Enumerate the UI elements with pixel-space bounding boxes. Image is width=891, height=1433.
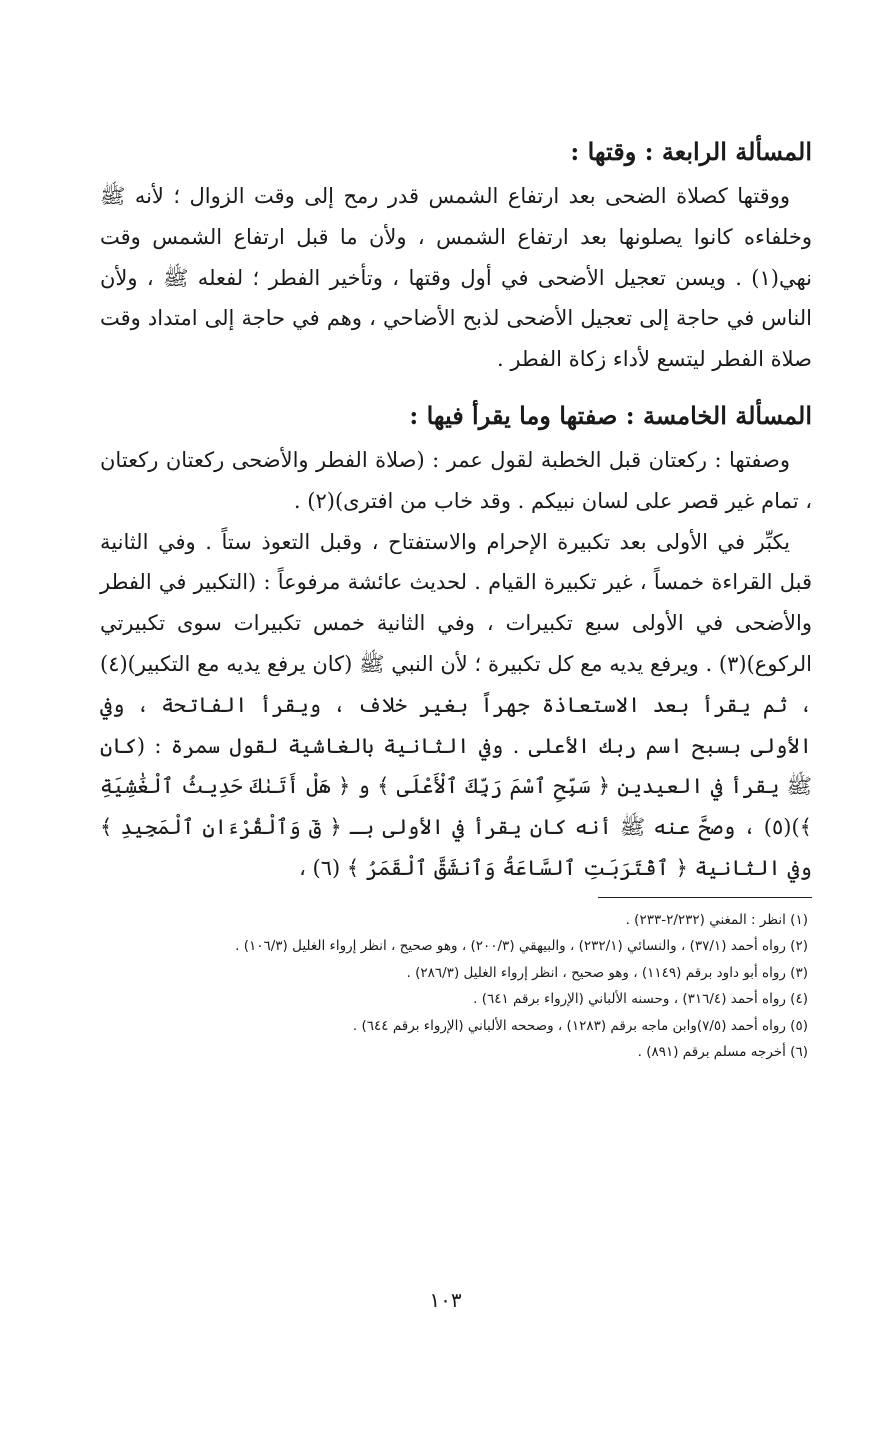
paragraph-description: وصفتها : ركعتان قبل الخطبة لقول عمر : (صلاة الفطر والأضحى ركعتان ركعتان ، تمام غير قصر على لسان نبيكم . وقد خاب من افترى)(٢) . [100,447,812,513]
page-content [100,128,812,1066]
footnote: (١) انظر : المغني (٢/٢٣٢-٢٣٣) . [625,911,808,928]
footnotes [100,907,812,1066]
paragraph-timing: ووقتها كصلاة الضحى بعد ارتفاع الشمس قدر رمح إلى وقت الزوال ؛ لأنه ﷺ وخلفاءه كانوا يصلونها بعد ارتفاع الشمس ، ولأن ما قبل ارتفاع الشمس وقت نهي(١) . ويسن تعجيل الأضحى في أول وقتها ، وتأخير الفطر ؛ لفعله ﷺ ، ولأن الناس في حاجة إلى تعجيل الأضحى لذبح الأضاحي ، وهم في حاجة إلى امتداد وقت صلاة الفطر ليتسع لأداء زكاة الفطر . [100,184,812,372]
footnote: (٥) رواه أحمد (٧/٥)وابن ماجه برقم (١٢٨٣) ، وصححه الألباني (الإرواء برقم ٦٤٤) . [352,1017,808,1034]
section-heading-fourth: المسألة الرابعة : وقتها : [570,137,812,166]
footnote: (٢) رواه أحمد (٣٧/١) ، والنسائي (٢٣٢/١) ، والبيهقي (٢٠٠/٣) ، وهو صحيح ، انظر إرواء الغليل (١٠٦/٣) . [235,938,808,955]
footnote: (٦) أخرجه مسلم برقم (٨٩١) . [637,1044,808,1061]
footnote: (٣) رواه أبو داود برقم (١١٤٩) ، وهو صحيح ، انظر إرواء الغليل (٢٨٦/٣) . [406,964,808,981]
page-number: ١٠٣ [429,1288,462,1312]
footnote: (٤) رواه أحمد (٣١٦/٤) ، وحسنه الألباني (الإرواء برقم ٦٤١) . [473,991,808,1008]
footnote-separator [598,897,812,898]
paragraph-takbirat: يكبِّر في الأولى بعد تكبيرة الإحرام والاستفتاح ، وقبل التعوذ ستاً . وفي الثانية قبل القراءة خمساً ، غير تكبيرة القيام . لحديث عائشة مرفوعاً : (التكبير في الفطر والأضحى في الأولى سبع تكبيرات ، وفي الثانية خمس تكبيرات سوى تكبيرتي الركوع)(٣) . ويرفع يديه مع كل تكبيرة ؛ لأن النبي ﷺ (كان يرفع يديه مع التكبير)(٤) ، ثم يقرأ بعد الاستعاذة جهراً بغير خلاف ، ويقرأ الفاتحة ، وفي الأولى بسبح اسم ربك الأعلى . وفي الثانية بالغاشية لقول سمرة : (كان ﷺ يقرأ في العيدين ﴿ سَبِّحِ ٱسْمَ رَبِّكَ ٱلْأَعْلَى ﴾ و ﴿ هَلْ أَتَىٰكَ حَدِيثُ ٱلْغَٰشِيَةِ ﴾)(٥) ، وصحَّ عنه ﷺ أنه كان يقرأ في الأولى بـ ﴿ قٓ وَٱلْقُرْءَانِ ٱلْمَجِيدِ ﴾ وفي الثانية ﴿ ٱقْتَرَبَتِ ٱلسَّاعَةُ وَٱنشَقَّ ٱلْقَمَرُ ﴾ (٦) ، [100,529,812,880]
section-heading-fifth: المسألة الخامسة : صفتها وما يقرأ فيها : [409,400,812,430]
